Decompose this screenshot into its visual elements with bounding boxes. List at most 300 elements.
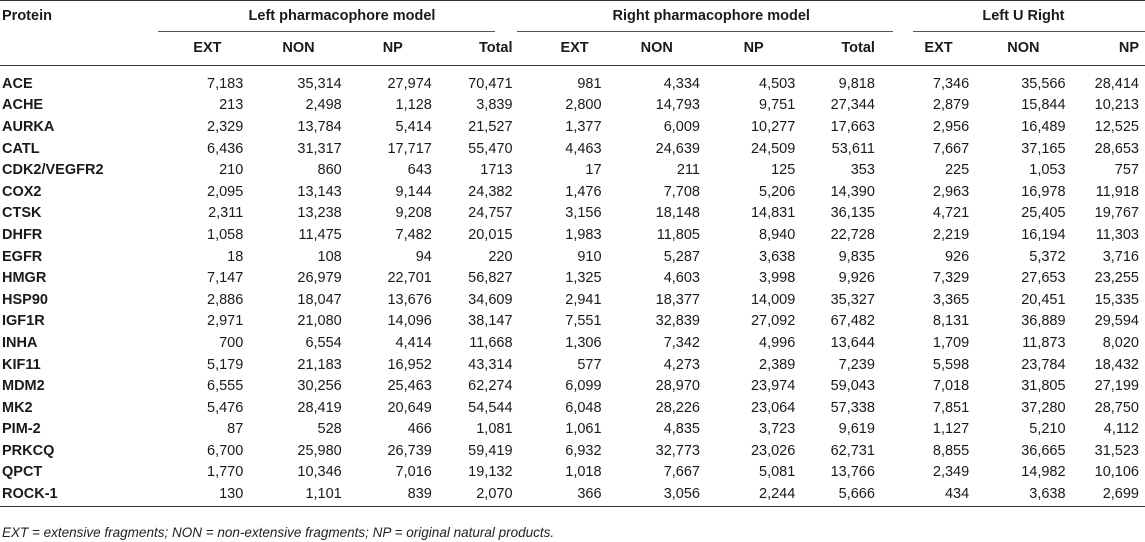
table-cell: 36,135: [830, 205, 875, 222]
table-cell: 2,971: [207, 313, 244, 330]
union-non-header: NON: [1007, 40, 1040, 56]
table-cell: 18,377: [655, 291, 700, 308]
table-cell: 9,818: [838, 75, 875, 92]
table-cell: 3,723: [759, 421, 796, 438]
table-cell: 2,963: [932, 183, 970, 200]
table-row: [0, 159, 1145, 181]
table-cell: 2,095: [207, 183, 244, 200]
table-cell: 5,081: [759, 464, 796, 481]
table-cell: 37,280: [1021, 399, 1066, 416]
table-cell: 1,128: [395, 97, 432, 114]
table-cell: 4,414: [395, 334, 432, 351]
table-cell: 9,835: [838, 248, 875, 265]
column-gap: [519, 138, 542, 160]
table-cell: 5,372: [1029, 248, 1066, 265]
table-cell: 31,805: [1021, 378, 1066, 395]
table-cell: 7,551: [565, 313, 602, 330]
table-cell: 9,208: [395, 205, 432, 222]
column-gap: [519, 375, 542, 397]
protein-name: PIM-2: [2, 421, 41, 438]
table-row: [0, 116, 1145, 138]
column-gap: [881, 332, 902, 354]
table-cell: 13,143: [297, 183, 342, 200]
table-row: [0, 267, 1145, 289]
table-cell: 38,147: [468, 313, 513, 330]
table-cell: 16,978: [1021, 183, 1066, 200]
column-gap: [519, 440, 542, 462]
table-cell: 62,731: [830, 442, 875, 459]
table-cell: 5,598: [932, 356, 970, 373]
table-cell: 2,311: [208, 205, 244, 222]
protein-name: HSP90: [2, 291, 48, 308]
table-cell: 19,767: [1094, 205, 1139, 222]
column-gap: [881, 73, 902, 95]
right-total-header: Total: [841, 40, 875, 56]
protein-name: QPCT: [2, 464, 43, 481]
table-cell: 20,451: [1021, 291, 1066, 308]
table-cell: 70,471: [468, 75, 513, 92]
protein-name: COX2: [2, 183, 42, 200]
table-cell: 7,183: [207, 75, 244, 92]
table-row: [0, 397, 1145, 419]
table-cell: 87: [227, 421, 244, 438]
table-cell: 10,277: [750, 118, 796, 135]
table-cell: 18: [227, 248, 244, 265]
table-cell: 910: [577, 248, 602, 265]
column-gap: [519, 224, 542, 246]
table-row: [0, 224, 1145, 246]
table-row: [0, 95, 1145, 117]
left-total-header: Total: [478, 40, 513, 56]
table-cell: 94: [415, 248, 432, 265]
union-ext-header: EXT: [924, 40, 953, 56]
table-cell: 36,889: [1021, 313, 1066, 330]
column-gap: [881, 95, 902, 117]
table-row: [0, 462, 1145, 484]
table-cell: 2,329: [207, 118, 244, 135]
column-gap: [881, 224, 902, 246]
column-gap: [881, 181, 902, 203]
table-cell: 7,018: [932, 378, 970, 395]
table-cell: 2,349: [932, 464, 970, 481]
column-gap: [519, 483, 542, 505]
table-cell: 18,432: [1094, 356, 1139, 373]
table-cell: 11,873: [1022, 334, 1066, 351]
right-ext-header: EXT: [560, 40, 589, 56]
table-cell: 13,644: [830, 334, 875, 351]
table-cell: 700: [219, 334, 244, 351]
group-header-row: [0, 0, 1145, 31]
table-cell: 210: [219, 162, 244, 179]
table-cell: 11,303: [1095, 226, 1139, 243]
table-cell: 1,018: [565, 464, 602, 481]
protein-column-header: Protein: [2, 7, 52, 24]
right-np-header: NP: [743, 40, 764, 56]
table-cell: 26,739: [387, 442, 432, 459]
table-cell: 56,827: [468, 270, 513, 287]
table-cell: 1,127: [932, 421, 970, 438]
table-cell: 2,941: [565, 291, 602, 308]
table-cell: 2,070: [476, 486, 513, 503]
column-gap: [881, 116, 902, 138]
table-cell: 27,344: [830, 97, 875, 114]
table-cell: 466: [407, 421, 432, 438]
table-cell: 17,717: [387, 140, 432, 157]
column-gap: [519, 311, 542, 333]
table-cell: 54,544: [468, 399, 513, 416]
right-model-header: Right pharmacophore model: [612, 7, 810, 24]
table-cell: 28,226: [655, 399, 700, 416]
table-cell: 213: [219, 97, 244, 114]
table-cell: 8,131: [932, 313, 970, 330]
table-cell: 23,026: [750, 442, 796, 459]
sub-header-row: [0, 31, 1145, 65]
table-cell: 2,389: [759, 356, 796, 373]
table-cell: 11,918: [1095, 183, 1139, 200]
table-cell: 7,147: [207, 270, 244, 287]
table-row: [0, 203, 1145, 225]
table-cell: 2,244: [759, 486, 796, 503]
table-cell: 1,053: [1029, 162, 1066, 179]
table-cell: 53,611: [831, 140, 875, 157]
protein-name: MK2: [2, 399, 33, 416]
table-cell: 7,667: [663, 464, 700, 481]
table-bottom-rule: [0, 506, 1145, 507]
table-cell: 353: [850, 162, 875, 179]
column-gap: [881, 159, 902, 181]
column-gap: [881, 440, 902, 462]
table-cell: 24,382: [468, 183, 513, 200]
table-cell: 10,346: [297, 464, 342, 481]
column-gap: [881, 267, 902, 289]
table-cell: 23,784: [1021, 356, 1066, 373]
table-cell: 31,523: [1094, 442, 1139, 459]
table-cell: 14,793: [655, 97, 700, 114]
table-cell: 10,106: [1094, 464, 1139, 481]
table-cell: 2,800: [565, 97, 602, 114]
table-cell: 28,750: [1094, 399, 1139, 416]
table-cell: 29,594: [1094, 313, 1139, 330]
table-cell: 18,148: [655, 205, 700, 222]
table-cell: 5,206: [759, 183, 796, 200]
column-gap: [519, 246, 542, 268]
table-cell: 28,970: [655, 378, 700, 395]
table-cell: 16,952: [387, 356, 432, 373]
table-cell: 3,156: [565, 205, 602, 222]
protein-name: IGF1R: [2, 313, 45, 330]
table-cell: 926: [944, 248, 970, 265]
column-gap: [881, 246, 902, 268]
table-row: [0, 289, 1145, 311]
table-row: [0, 332, 1145, 354]
union-header: Left U Right: [982, 7, 1065, 24]
column-gap: [519, 267, 542, 289]
table-cell: 35,327: [830, 291, 875, 308]
table-cell: 434: [944, 486, 970, 503]
table-cell: 16,489: [1021, 118, 1066, 135]
table-cell: 6,436: [207, 140, 244, 157]
table-cell: 13,676: [387, 291, 432, 308]
protein-name: ACE: [2, 75, 33, 92]
table-cell: 577: [577, 356, 602, 373]
table-cell: 2,699: [1102, 486, 1139, 503]
table-cell: 18,047: [297, 291, 342, 308]
protein-name: CTSK: [2, 205, 42, 222]
table-cell: 8,940: [759, 226, 796, 243]
table-cell: 860: [317, 162, 342, 179]
left-np-header: NP: [382, 40, 403, 56]
table-cell: 3,638: [759, 248, 796, 265]
table-cell: 1,770: [207, 464, 244, 481]
table-cell: 6,932: [565, 442, 602, 459]
table-cell: 4,334: [663, 75, 700, 92]
table-cell: 14,096: [387, 313, 432, 330]
table-cell: 57,338: [830, 399, 875, 416]
union-np-header: NP: [1118, 40, 1139, 56]
column-gap: [881, 354, 902, 376]
table-cell: 4,996: [759, 334, 796, 351]
protein-name: INHA: [2, 334, 38, 351]
column-gap: [519, 419, 542, 441]
table-cell: 6,048: [565, 399, 602, 416]
column-gap: [519, 116, 542, 138]
table-cell: 20,649: [387, 399, 432, 416]
table-cell: 21,183: [297, 356, 342, 373]
column-gap: [881, 462, 902, 484]
protein-name: ACHE: [2, 97, 44, 114]
table-row: [0, 375, 1145, 397]
table-cell: 7,667: [932, 140, 970, 157]
table-cell: 55,470: [468, 140, 513, 157]
table-cell: 1,058: [207, 226, 244, 243]
protein-name: DHFR: [2, 226, 43, 243]
column-gap: [519, 332, 542, 354]
table-cell: 5,476: [207, 399, 244, 416]
table-cell: 13,784: [297, 118, 342, 135]
table-cell: 5,414: [395, 118, 432, 135]
table-cell: 1,061: [565, 421, 602, 438]
left-ext-header: EXT: [193, 40, 222, 56]
column-gap: [881, 397, 902, 419]
table-cell: 7,851: [932, 399, 970, 416]
table-cell: 15,335: [1094, 291, 1139, 308]
table-cell: 26,979: [297, 270, 342, 287]
table-row: [0, 311, 1145, 333]
table-cell: 1,306: [565, 334, 602, 351]
protein-name: KIF11: [2, 356, 41, 373]
table-cell: 15,844: [1021, 97, 1066, 114]
column-gap: [881, 289, 902, 311]
table-cell: 25,463: [387, 378, 432, 395]
column-gap: [519, 95, 542, 117]
table-cell: 67,482: [830, 313, 875, 330]
table-cell: 643: [407, 162, 432, 179]
table-cell: 757: [1114, 162, 1139, 179]
table-cell: 24,639: [655, 140, 700, 157]
table-cell: 12,525: [1094, 118, 1139, 135]
column-gap: [519, 289, 542, 311]
table-cell: 6,555: [207, 378, 244, 395]
table-cell: 22,728: [830, 226, 875, 243]
table-cell: 225: [944, 162, 970, 179]
table-cell: 16,194: [1021, 226, 1066, 243]
column-gap: [881, 138, 902, 160]
table-cell: 2,886: [207, 291, 244, 308]
table-cell: 59,043: [830, 378, 875, 395]
table-cell: 21,527: [468, 118, 513, 135]
table-cell: 22,701: [387, 270, 432, 287]
table-cell: 27,199: [1094, 378, 1139, 395]
protein-name: AURKA: [2, 118, 55, 135]
table-cell: 19,132: [468, 464, 513, 481]
table-cell: 17: [585, 162, 602, 179]
table-cell: 125: [771, 162, 796, 179]
right-non-header: NON: [640, 40, 673, 56]
table-cell: 24,757: [468, 205, 513, 222]
table-cell: 4,463: [565, 140, 602, 157]
table-cell: 211: [676, 162, 700, 179]
protein-name: HMGR: [2, 270, 47, 287]
protein-name: ROCK-1: [2, 486, 58, 503]
table-row: [0, 138, 1145, 160]
table-cell: 6,099: [565, 378, 602, 395]
table-cell: 5,179: [207, 356, 244, 373]
table-cell: 25,405: [1021, 205, 1066, 222]
protein-name: MDM2: [2, 378, 45, 395]
left-non-header: NON: [282, 40, 315, 56]
table-cell: 25,980: [297, 442, 342, 459]
column-gap: [519, 462, 542, 484]
table-cell: 23,255: [1094, 270, 1139, 287]
table-cell: 35,566: [1021, 75, 1066, 92]
column-gap: [881, 203, 902, 225]
table-cell: 6,554: [305, 334, 342, 351]
table-cell: 3,056: [663, 486, 700, 503]
table-cell: 32,839: [655, 313, 700, 330]
table-cell: 3,839: [476, 97, 513, 114]
table-cell: 20,015: [468, 226, 513, 243]
table-cell: 3,638: [1029, 486, 1066, 503]
table-cell: 1,983: [565, 226, 602, 243]
table-cell: 108: [317, 248, 342, 265]
table-cell: 27,653: [1021, 270, 1066, 287]
table-cell: 4,503: [759, 75, 796, 92]
column-gap: [881, 419, 902, 441]
table-cell: 8,020: [1102, 334, 1139, 351]
table-cell: 7,342: [663, 334, 700, 351]
table-cell: 11,805: [656, 226, 700, 243]
table-row: [0, 73, 1145, 95]
table-cell: 2,219: [932, 226, 970, 243]
table-cell: 30,256: [297, 378, 342, 395]
table-cell: 28,414: [1094, 75, 1139, 92]
protein-name: EGFR: [2, 248, 43, 265]
table-cell: 14,390: [830, 183, 875, 200]
table-cell: 2,498: [305, 97, 342, 114]
table-row: [0, 419, 1145, 441]
table-cell: 31,317: [297, 140, 342, 157]
table-cell: 130: [219, 486, 244, 503]
table-cell: 11,668: [469, 334, 513, 351]
column-gap: [881, 375, 902, 397]
table-cell: 7,016: [395, 464, 432, 481]
table-cell: 3,998: [759, 270, 796, 287]
table-cell: 2,879: [932, 97, 970, 114]
table-cell: 8,855: [932, 442, 970, 459]
table-cell: 27,974: [387, 75, 432, 92]
table-cell: 4,721: [932, 205, 970, 222]
column-gap: [881, 311, 902, 333]
table-cell: 6,700: [207, 442, 244, 459]
protein-name: PRKCQ: [2, 442, 55, 459]
table-row: [0, 354, 1145, 376]
table-row: [0, 483, 1145, 505]
table-cell: 62,274: [468, 378, 513, 395]
table-cell: 23,974: [750, 378, 796, 395]
table-cell: 7,708: [663, 183, 700, 200]
table-cell: 4,603: [663, 270, 700, 287]
table-cell: 14,831: [750, 205, 796, 222]
table-cell: 220: [488, 248, 513, 265]
table-cell: 1,709: [932, 334, 970, 351]
table-cell: 1,081: [476, 421, 513, 438]
table-cell: 1,101: [305, 486, 342, 503]
table-cell: 9,751: [759, 97, 796, 114]
table-cell: 21,080: [297, 313, 342, 330]
table-cell: 7,346: [932, 75, 970, 92]
table-cell: 528: [317, 421, 342, 438]
table-cell: 1713: [480, 162, 513, 179]
table-cell: 1,377: [565, 118, 602, 135]
table-cell: 34,609: [468, 291, 513, 308]
table-cell: 35,314: [297, 75, 342, 92]
column-gap: [519, 159, 542, 181]
column-gap: [519, 203, 542, 225]
table-row: [0, 246, 1145, 268]
table-cell: 6,009: [663, 118, 700, 135]
table-cell: 37,165: [1021, 140, 1066, 157]
table-cell: 9,926: [838, 270, 875, 287]
protein-name: CATL: [2, 140, 40, 157]
table-cell: 7,329: [932, 270, 970, 287]
table-cell: 9,619: [838, 421, 875, 438]
table-cell: 24,509: [750, 140, 796, 157]
left-model-header: Left pharmacophore model: [248, 7, 436, 24]
table-row: [0, 440, 1145, 462]
table-cell: 9,144: [395, 183, 432, 200]
table-cell: 13,238: [297, 205, 342, 222]
table-cell: 28,653: [1094, 140, 1139, 157]
table-cell: 366: [577, 486, 602, 503]
table-cell: 3,716: [1102, 248, 1139, 265]
table-cell: 32,773: [655, 442, 700, 459]
table-cell: 23,064: [750, 399, 796, 416]
table-cell: 14,009: [750, 291, 796, 308]
table-cell: 43,314: [468, 356, 513, 373]
column-gap: [519, 73, 542, 95]
table-cell: 59,419: [468, 442, 513, 459]
table-cell: 5,666: [838, 486, 875, 503]
protein-name: CDK2/VEGFR2: [2, 162, 104, 179]
table-cell: 4,112: [1103, 421, 1139, 438]
table-cell: 2,956: [932, 118, 970, 135]
column-gap: [519, 181, 542, 203]
column-gap: [881, 483, 902, 505]
table-row: [0, 181, 1145, 203]
table-cell: 7,239: [838, 356, 875, 373]
table-cell: 839: [407, 486, 432, 503]
table-cell: 5,210: [1029, 421, 1066, 438]
